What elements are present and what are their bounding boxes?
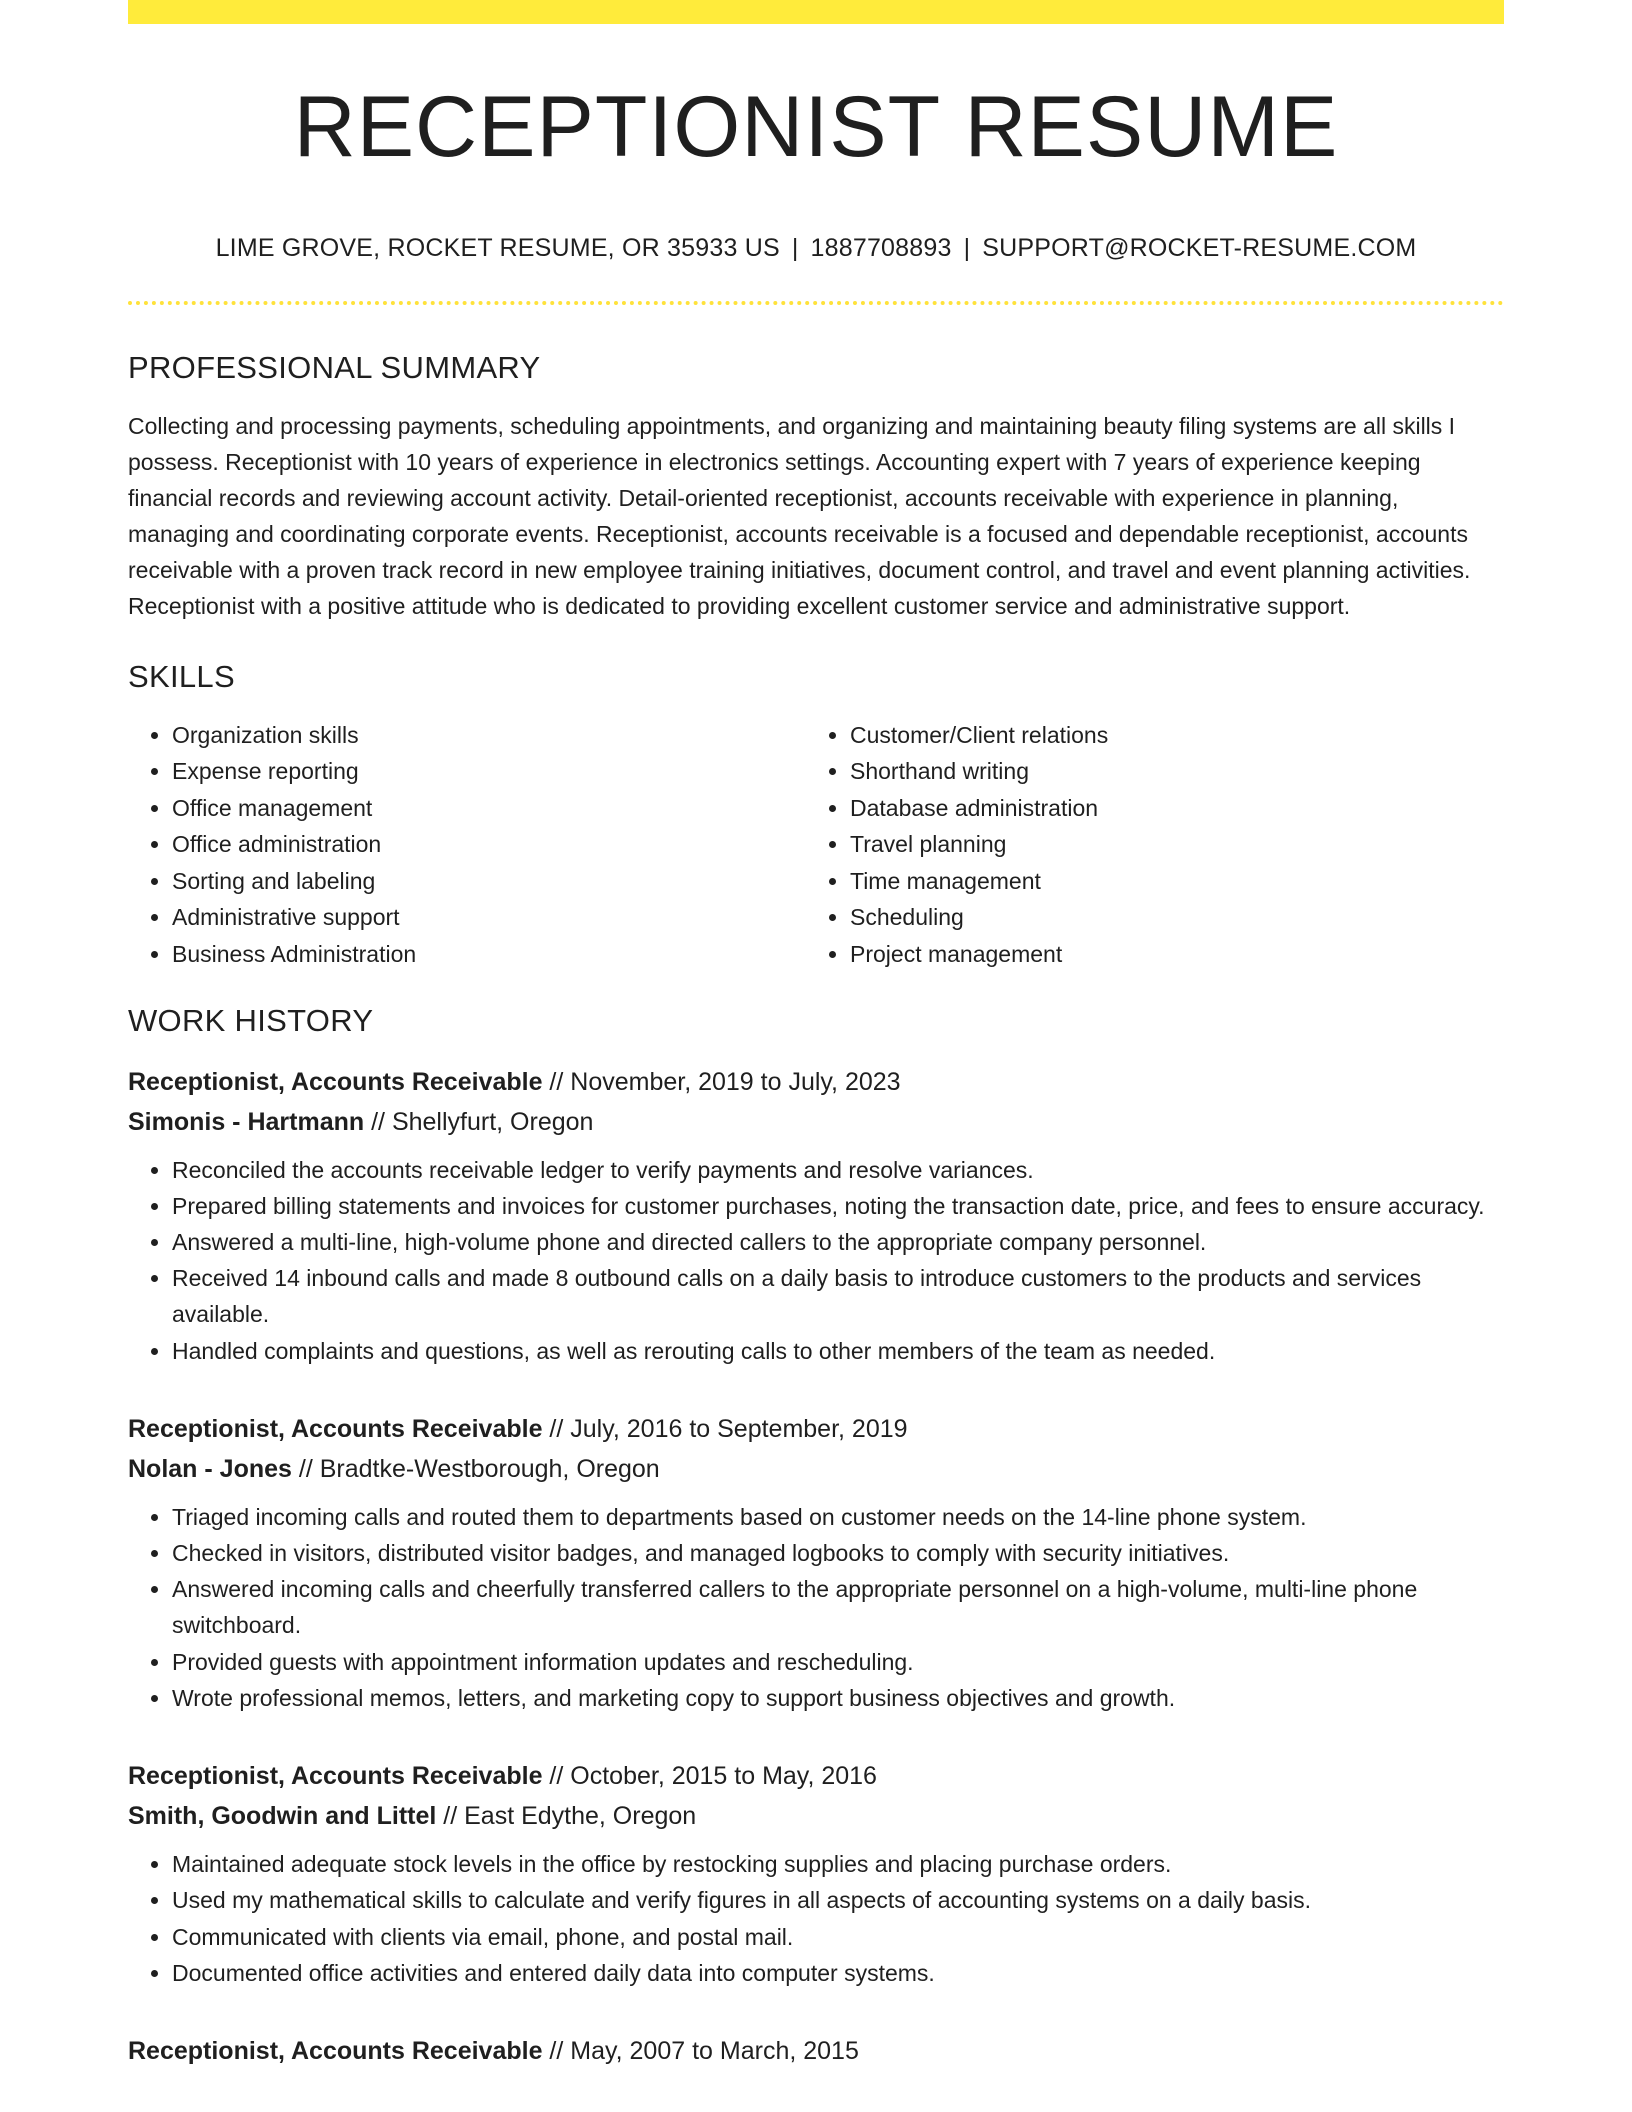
skills-list-right [806,717,1484,973]
contact-phone[interactable]: 1887708893 [810,233,952,262]
job-bullet: • Checked in visitors, distributed visitor badges, and managed logbooks to comply with security initiatives. [172,1535,1504,1571]
job-bullet: • Communicated with clients via email, phone, and postal mail. [172,1919,1504,1955]
job-bullet: • Wrote professional memos, letters, and marketing copy to support business objectives and growth. [172,1680,1504,1716]
job-bullet: • Maintained adequate stock levels in the office by restocking supplies and placing purchase orders. [172,1846,1504,1882]
professional-summary-section [128,349,1504,624]
job-dates: // May, 2007 to March, 2015 [542,2036,859,2065]
skill-item: • Shorthand writing [850,753,1484,790]
job-bullet: • Used my mathematical skills to calculate and verify figures in all aspects of accounting systems on a daily basis. [172,1882,1504,1918]
skills-list-left [128,717,806,973]
job-bullet: • Answered a multi-line, high-volume phone and directed callers to the appropriate company personnel. [172,1224,1504,1260]
job-title-line [128,2031,1504,2071]
job-title-line [128,1062,1504,1102]
skill-item: • Travel planning [850,826,1484,863]
skill-item: • Sorting and labeling [172,863,806,900]
resume-title: RECEPTIONIST RESUME [293,79,1339,175]
job-title-line [128,1409,1504,1449]
contact-separator: | [791,233,799,262]
contact-separator: | [963,233,971,262]
dotted-divider [128,301,1504,305]
skill-item: • Administrative support [172,899,806,936]
job-entry [128,1062,1504,1369]
job-bullet: • Provided guests with appointment information updates and rescheduling. [172,1644,1504,1680]
job-title: Receptionist, Accounts Receivable [128,1762,543,1791]
skill-item: • Office management [172,790,806,827]
skills-columns [128,717,1504,973]
job-location: // Bradtke-Westborough, Oregon [291,1454,660,1483]
summary-text: Collecting and processing payments, scheduling appointments, and organizing and maintaining beauty filing systems are all skills I possess. Receptionist with 10 years of experience in electronics settings. Accounting expert with 7 years of experience keeping financial records and reviewing account activity. Detail-oriented receptionist, accounts receivable with experience in planning, managing and coordinating corporate events. Receptionist, accounts receivable is a focused and dependable receptionist, accounts receivable with a proven track record in new employee training initiatives, document control, and travel and event planning activities. Receptionist with a positive attitude who is dedicated to providing excellent customer service and administrative support. [128,412,1471,619]
job-entry [128,2031,1504,2071]
skill-item: • Customer/Client relations [850,717,1484,754]
section-heading: SKILLS [128,658,235,694]
job-bullet: • Answered incoming calls and cheerfully transferred callers to the appropriate personnel on a high-volume, multi-line phone switchboard. [172,1571,1504,1643]
accent-bar [128,0,1504,24]
section-heading: PROFESSIONAL SUMMARY [128,349,541,385]
job-dates: // July, 2016 to September, 2019 [542,1414,908,1443]
job-dates: // October, 2015 to May, 2016 [542,1762,877,1791]
job-title: Receptionist, Accounts Receivable [128,1414,543,1443]
job-bullet: • Received 14 inbound calls and made 8 outbound calls on a daily basis to introduce customers to the products and services available. [172,1260,1504,1332]
job-title: Receptionist, Accounts Receivable [128,1067,543,1096]
job-title: Receptionist, Accounts Receivable [128,2036,543,2065]
job-company-line [128,1796,1504,1836]
job-bullet-list [128,1499,1504,1716]
job-location: // East Edythe, Oregon [436,1802,697,1831]
contact-address: LIME GROVE, ROCKET RESUME, OR 35933 US [215,233,780,262]
job-company-line [128,1449,1504,1489]
skill-item: • Organization skills [172,717,806,754]
work-history-section [128,1002,1504,2070]
job-company: Nolan - Jones [128,1454,292,1483]
section-heading: WORK HISTORY [128,1003,374,1039]
job-bullet-list [128,1846,1504,1991]
job-bullet: • Prepared billing statements and invoices for customer purchases, noting the transaction date, price, and fees to ensure accuracy. [172,1188,1504,1224]
job-bullet-list [128,1152,1504,1369]
job-location: // Shellyfurt, Oregon [364,1107,594,1136]
job-company: Smith, Goodwin and Littel [128,1802,437,1831]
skill-item: • Time management [850,863,1484,900]
job-dates: // November, 2019 to July, 2023 [542,1067,901,1096]
skill-item: • Business Administration [172,936,806,973]
job-company-line [128,1102,1504,1142]
resume-page [128,0,1504,2071]
contact-email[interactable]: SUPPORT@ROCKET-RESUME.COM [982,233,1417,262]
skill-item: • Database administration [850,790,1484,827]
job-bullet: • Documented office activities and entered daily data into computer systems. [172,1955,1504,1991]
job-bullet: • Triaged incoming calls and routed them to departments based on customer needs on the 14-line phone system. [172,1499,1504,1535]
job-title-line [128,1756,1504,1796]
job-bullet: • Handled complaints and questions, as well as rerouting calls to other members of the team as needed. [172,1333,1504,1369]
job-entry [128,1756,1504,1991]
job-company: Simonis - Hartmann [128,1107,365,1136]
skills-section [128,658,1504,973]
skill-item: • Expense reporting [172,753,806,790]
job-bullet: • Reconciled the accounts receivable ledger to verify payments and resolve variances. [172,1152,1504,1188]
job-entry [128,1409,1504,1716]
skill-item: • Scheduling [850,899,1484,936]
skill-item: • Office administration [172,826,806,863]
contact-line [128,233,1504,263]
skill-item: • Project management [850,936,1484,973]
